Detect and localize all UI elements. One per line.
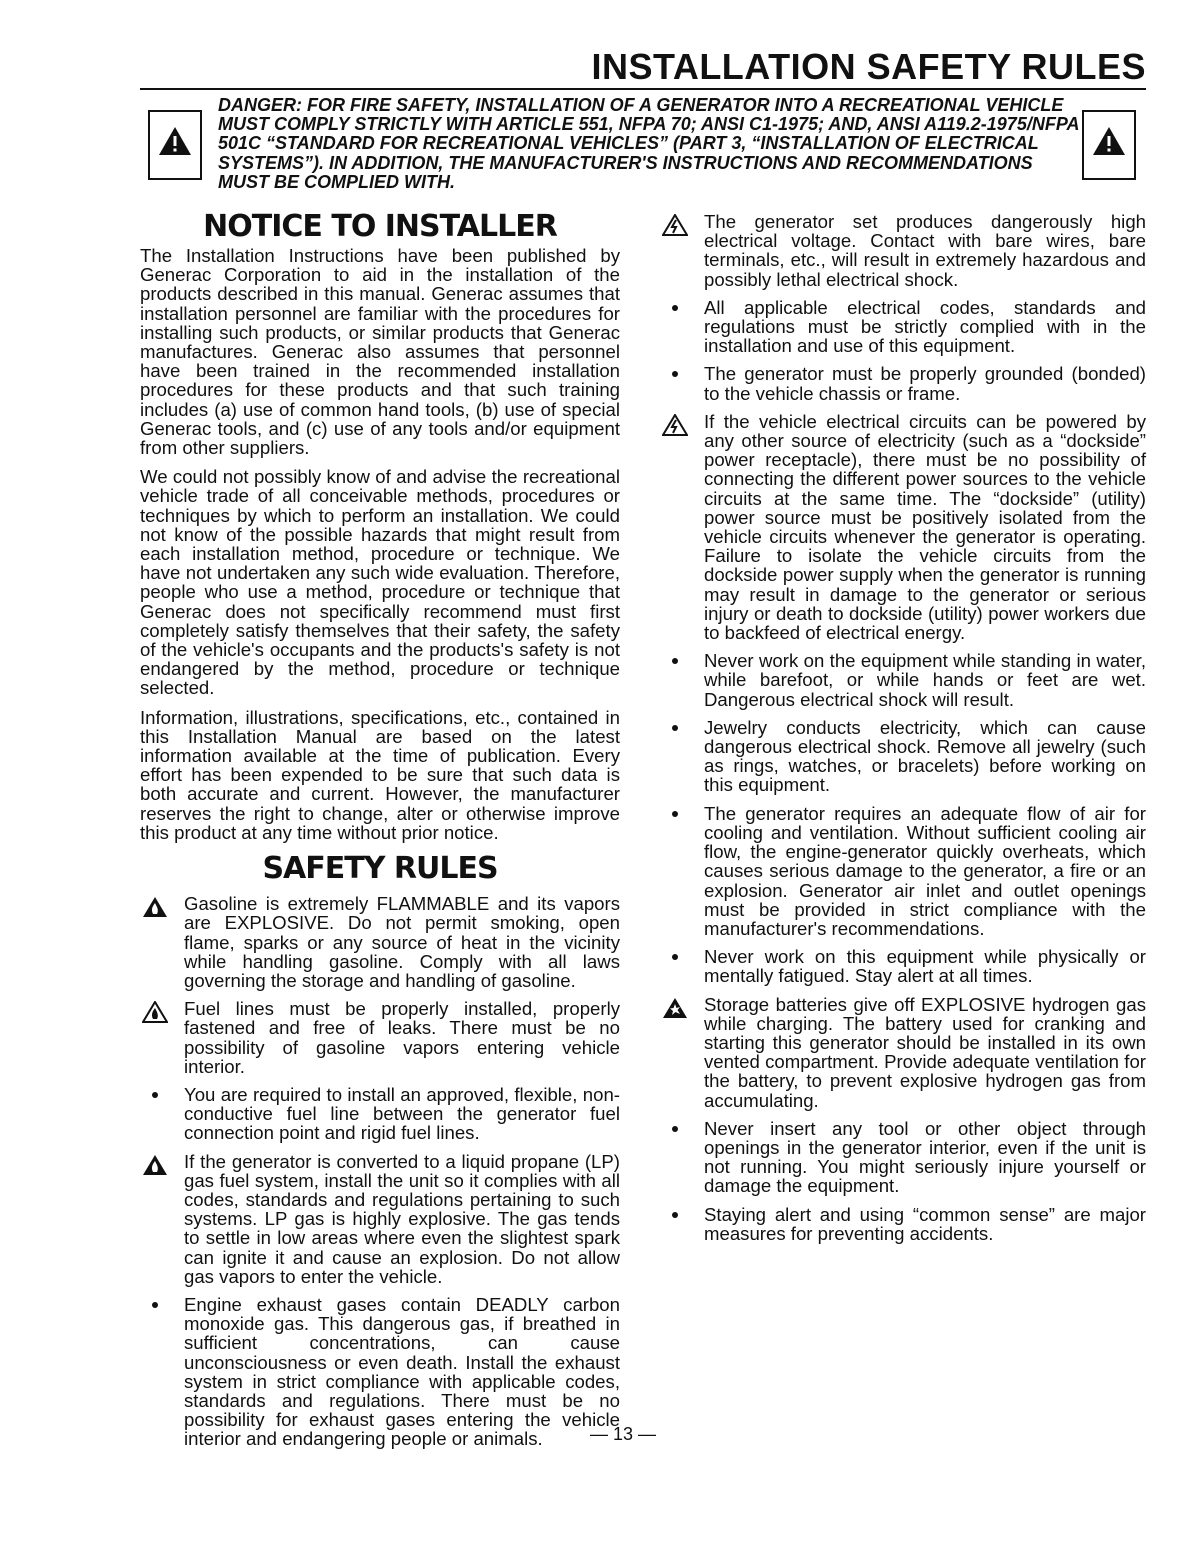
safety-rule-item [660, 212, 1146, 289]
fire-icon [140, 999, 176, 1021]
bullet-icon [660, 364, 696, 386]
safety-rule-item [660, 412, 1146, 642]
page-title: INSTALLATION SAFETY RULES [591, 46, 1146, 87]
danger-notice: DANGER: FOR FIRE SAFETY, INSTALLATION OF A GENERATOR INTO A RECREATIONAL VEHICLE MUST COMPLY STRICTLY WITH ARTICLE 551, NFPA 70; ANSI C1-1975; AND, ANSI A119.2-1975/NFPA 501C “STANDARD FOR RECREATIONAL VEHICLES” (PART 3, “INSTALLATION OF ELECTRICAL SYSTEMS”). IN ADDITION, THE MANUFACTURER'S INSTRUCTIONS AND RECOMMENDATIONS MUST BE COMPLIED WITH. [218, 95, 1079, 192]
safety-rule-item [140, 1152, 620, 1286]
bullet-icon [140, 1295, 176, 1317]
bullet-icon [660, 298, 696, 320]
safety-rule-text: Fuel lines must be properly installed, properly fastened and free of leaks. There must be no possibility of gasoline vapors entering vehicle interior. [184, 998, 620, 1077]
page-number: — 13 — [590, 1424, 657, 1444]
safety-rule-text: Never work on this equipment while physically or mentally fatigued. Stay alert at all times. [704, 946, 1146, 987]
safety-rule-text: You are required to install an approved, flexible, non-conductive fuel line between the generator fuel connection point and rigid fuel lines. [184, 1083, 620, 1144]
safety-rule-item [140, 999, 620, 1076]
shock-icon [660, 212, 696, 234]
title-rule [140, 88, 1146, 90]
safety-rule-text: The generator requires an adequate flow of air for cooling and ventilation. Without sufficient cooling air flow, the engine-generator quickly overheats, which causes serious damage to the generator, a fire or an explosion. Generator air inlet and outlet openings must be provided in strict compliance with the manufacturer's recommendations. [704, 802, 1146, 939]
safety-rule-item [660, 947, 1146, 985]
safety-heading: SAFETY RULES [262, 851, 498, 887]
bullet-icon [660, 947, 696, 969]
fire-icon [140, 1152, 176, 1174]
safety-rule-text: All applicable electrical codes, standards and regulations must be strictly complied with in the installation and use of this equipment. [704, 296, 1146, 357]
notice-paragraph: Information, illustrations, specifications, etc., contained in this Installation Manual are based on the latest information available at the time of publication. Every effort has been expended to be sure that such data is both accurate and current. However, the manufacturer reserves the right to change, alter or otherwise improve this product at any time without prior notice. [140, 706, 620, 843]
safety-rule-item [140, 1295, 620, 1449]
safety-rule-text: Engine exhaust gases contain DEADLY carbon monoxide gas. This dangerous gas, if breathed in sufficient concentrations, can cause unconsciousness or even death. Install the exhaust system in strict compliance with applicable codes, standards and regulations. There must be no possibility for exhaust gases entering the vehicle interior and endangering people or animals. [184, 1293, 620, 1450]
safety-rule-text: Jewelry conducts electricity, which can cause dangerous electrical shock. Remove all jewelry (such as rings, watches, or bracelets) before working on this equipment. [704, 716, 1146, 796]
warning-triangle-icon [1082, 110, 1136, 180]
bullet-icon [660, 1205, 696, 1227]
bullet-icon [660, 1119, 696, 1141]
bullet-icon [140, 1085, 176, 1107]
safety-rule-text: If the generator is converted to a liquid propane (LP) gas fuel system, install the unit so it complies with all codes, standards and regulations pertaining to such systems. LP gas is highly explosive. The gas tends to settle in low areas where even the slightest spark can ignite it and cause an explosion. Do not allow gas vapors to enter the vehicle. [184, 1150, 620, 1287]
warning-triangle-icon [148, 110, 202, 180]
safety-rule-text: Never insert any tool or other object through openings in the generator interior, even if the unit is not running. You might seriously injure yourself or damage the equipment. [704, 1117, 1146, 1197]
safety-rule-item [660, 718, 1146, 795]
safety-rule-text: Never work on the equipment while standing in water, while barefoot, or while hands or feet are wet. Dangerous electrical shock will result. [704, 650, 1146, 710]
safety-rule-item [660, 995, 1146, 1110]
explosion-icon [660, 995, 696, 1017]
notice-heading: NOTICE TO INSTALLER [203, 209, 557, 244]
bullet-icon [660, 804, 696, 826]
safety-rule-text: If the vehicle electrical circuits can be powered by any other source of electricity (such as a “dockside” power receptacle), there must be no possibility of connecting the different power sources to the vehicle circuits at the same time. The “dockside” (utility) power source must be positively isolated from the vehicle circuits whenever the generator is operating. Failure to isolate the vehicle circuits from the dockside power supply when the generator is running may result in damage to the generator or serious injury or death to dockside (utility) power workers due to backfeed of electrical energy. [704, 410, 1146, 644]
safety-rule-item [660, 1119, 1146, 1196]
safety-rule-item [660, 298, 1146, 356]
bullet-icon [660, 651, 696, 673]
safety-rule-text: Storage batteries give off EXPLOSIVE hydrogen gas while charging. The battery used for cranking and starting this generator should be installed in its own vented compartment. Provide adequate ventilation for the battery, to prevent explosive hydrogen gas from accumulating. [704, 993, 1146, 1111]
safety-rule-item [660, 1205, 1146, 1243]
shock-icon [660, 412, 696, 434]
safety-rule-item [140, 1085, 620, 1143]
safety-rule-text: Gasoline is extremely FLAMMABLE and its vapors are EXPLOSIVE. Do not permit smoking, open flame, sparks or any source of heat in the vicinity while handling gasoline. Comply with all laws governing the storage and handling of gasoline. [184, 893, 620, 991]
safety-rule-item [140, 894, 620, 990]
right-column [660, 212, 1146, 1252]
safety-rule-text: The generator set produces dangerously high electrical voltage. Contact with bare wires, bare terminals, etc., will result in extremely hazardous and possibly lethal electrical shock. [704, 211, 1146, 290]
safety-rule-item [660, 804, 1146, 938]
fire-icon [140, 894, 176, 916]
notice-paragraph: The Installation Instructions have been published by Generac Corporation to aid in the installation of the products described in this manual. Generac assumes that installation personnel are familiar with the procedures for installing such products, or similar products that Generac manufactures. Generac also assumes that personnel have been trained in the recommended installation procedures for these products and that such training includes (a) use of common hand tools, (b) use of special Generac tools, and (c) use of any tools and/or equipment from other suppliers. [140, 245, 620, 459]
safety-rule-item [660, 364, 1146, 402]
bullet-icon [660, 718, 696, 740]
safety-rule-text: Staying alert and using “common sense” are major measures for preventing accidents. [704, 1203, 1146, 1244]
safety-rule-text: The generator must be properly grounded (bonded) to the vehicle chassis or frame. [704, 363, 1146, 404]
safety-rule-item [660, 651, 1146, 709]
left-column [140, 210, 620, 1458]
notice-paragraph: We could not possibly know of and advise the recreational vehicle trade of all conceivable methods, procedures or techniques by which to perform an installation. We could not know of the possible hazards that might result from each installation method, procedure or technique. We have not undertaken any such wide evaluation. Therefore, people who use a method, procedure or technique that Generac does not specifically recommend must first completely satisfy themselves that their safety, the safety of the vehicle's occupants and the products's safety is not endangered by the method, procedure or technique selected. [140, 466, 620, 699]
